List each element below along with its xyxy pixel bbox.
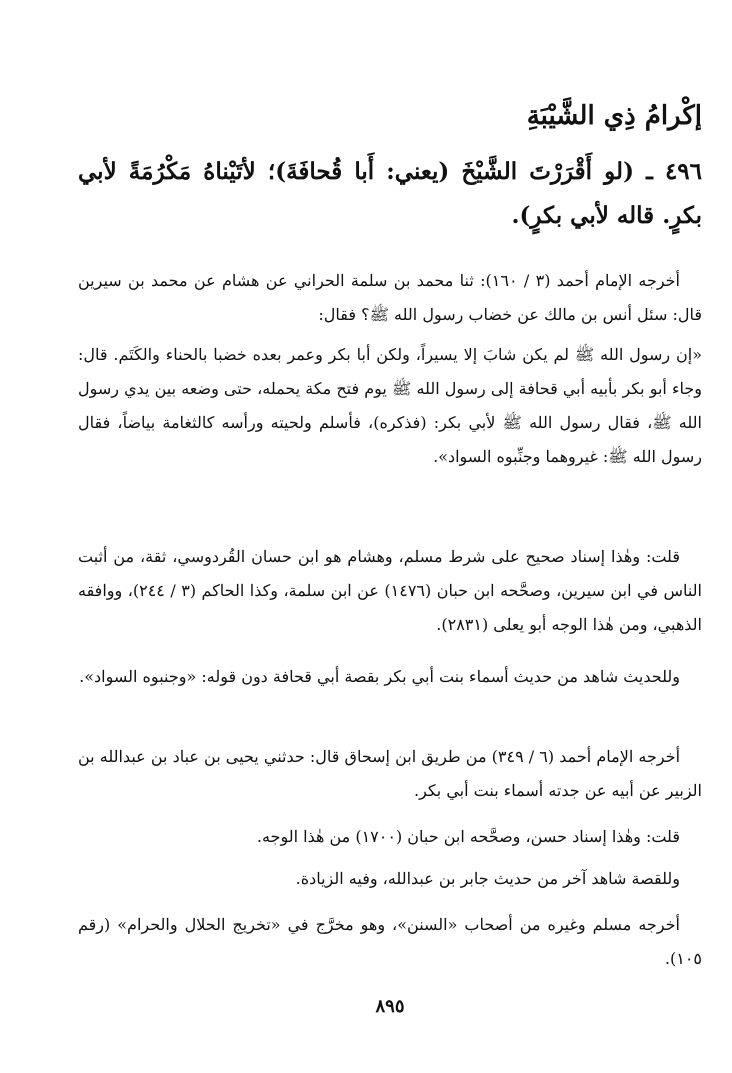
page-number: ٨٩٥ — [375, 996, 405, 1017]
paragraph-takhrij-ahmad-2: أخرجه الإمام أحمد (٦ / ٣٤٩) من طريق ابن إسحاق قال: حدثني يحيى بن عباد بن عبدالله بن الزبير عن أبيه عن جدته أسماء بنت أبي بكر. — [78, 747, 702, 800]
paragraph-isnad-hasan: قلت: وهٰذا إسناد حسن، وصحَّحه ابن حبان (١٧٠٠) من هٰذا الوجه. — [256, 827, 680, 846]
document-page — [78, 0, 702, 1073]
paragraph-isnad-comment: قلت: وهٰذا إسناد صحيح على شرط مسلم، وهشام هو ابن حسان القُردوسي، ثقة، من أثبت الناس في ابن سيرين، وصحَّحه ابن حبان (١٤٧٦) عن ابن سلمة، وكذا الحاكم (٣ / ٢٤٤)، ووافقه الذهبي، ومن هٰذا الوجه أبو يعلى (٢٨٣١). — [78, 547, 702, 634]
section-title: إكْرامُ ذِي الشَّيْبَةِ — [526, 101, 702, 131]
paragraph-takhrij-ahmad: أخرجه الإمام أحمد (٣ / ١٦٠): ثنا محمد بن سلمة الحراني عن هشام عن محمد بن سيرين قال: سئل أنس بن مالك عن خضاب رسول الله ﷺ؟ فقال: — [78, 271, 702, 324]
paragraph-shahid-asma: وللحديث شاهد من حديث أسماء بنت أبي بكر بقصة أبي قحافة دون قوله: «وجنبوه السواد». — [79, 667, 680, 686]
hadith-text: ٤٩٦ ـ (لو أَقْرَرْتَ الشَّيْخَ (يعني: أَبا قُحافَةَ)؛ لأتَيْناهُ مَكْرُمَةً لأبي بكرٍ. قاله لأبي بكرٍ). — [78, 158, 702, 229]
paragraph-shahid-jabir: وللقصة شاهد آخر من حديث جابر بن عبدالله، وفيه الزيادة. — [295, 869, 680, 888]
paragraph-takhrij-muslim: أخرجه مسلم وغيره من أصحاب «السنن»، وهو مخرَّج في «تخريج الحلال والحرام» (رقم ١٠٥). — [78, 915, 702, 968]
paragraph-hadith-quote: «إن رسول الله ﷺ لم يكن شابَ إلا يسيراً، ولكن أبا بكر وعمر بعده خضبا بالحناء والكَتَم. قال: وجاء أبو بكر بأبيه أبي قحافة إلى رسول الله ﷺ يوم فتح مكة يحمله، حتى وضعه بين يدي رسول الله ﷺ، فقال رسول الله ﷺ لأبي بكر: (فذكره)، فأسلم ولحيته ورأسه كالثغامة بياضاً، فقال رسول الله ﷺ: غيروهما وجنِّبوه السواد». — [78, 345, 702, 466]
